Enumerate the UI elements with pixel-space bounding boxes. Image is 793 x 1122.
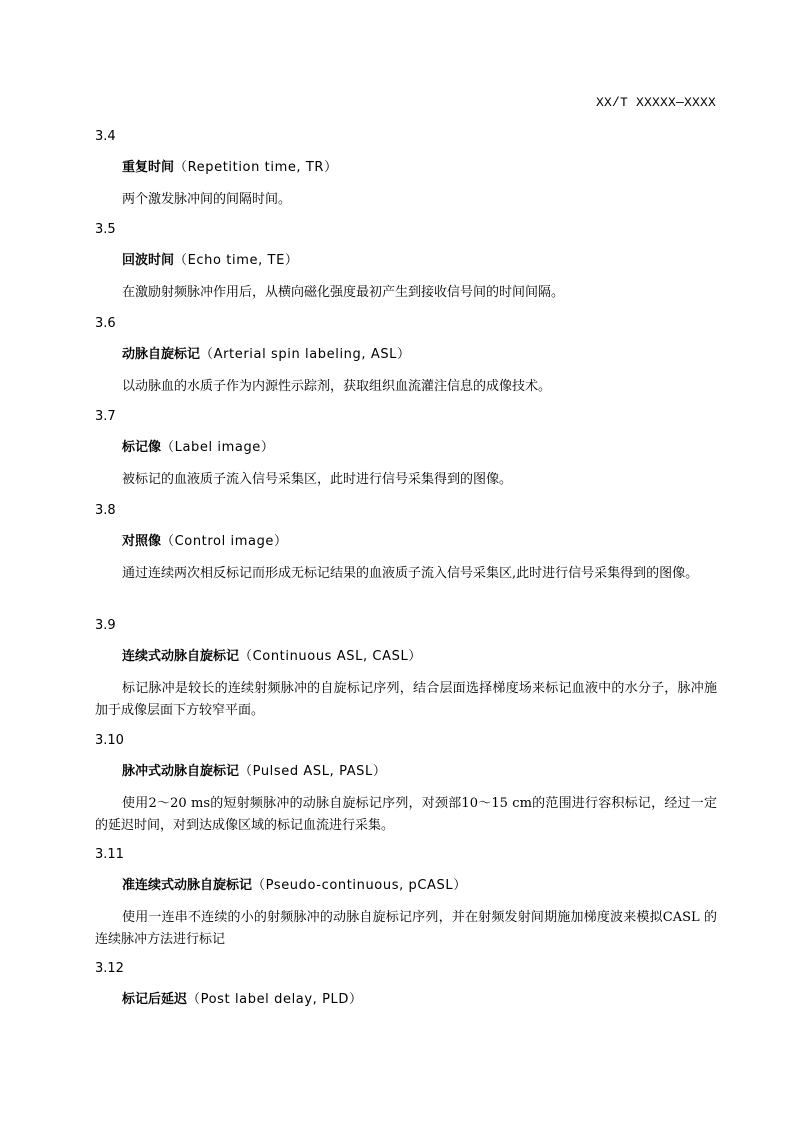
term-title-en: （Echo time, TE）: [174, 253, 299, 268]
term-number: 3.9: [95, 618, 116, 633]
term-definition: 在激励射频脉冲作用后，从横向磁化强度最初产生到接收信号间的时间间隔。: [122, 285, 565, 300]
term-number: 3.8: [95, 503, 116, 518]
term-title: [95, 762, 717, 782]
term-title: [95, 345, 717, 365]
term-definition: 被标记的血液质子流入信号采集区，此时进行信号采集得到的图像。: [122, 472, 513, 487]
term-entry: [95, 220, 717, 304]
term-title: [95, 647, 717, 667]
term-number: 3.4: [95, 129, 116, 144]
term-definition: 两个激发脉冲间的间隔时间。: [122, 192, 292, 207]
term-entry: [95, 407, 717, 491]
term-title-cn: 连续式动脉自旋标记: [122, 649, 240, 664]
term-title-en: （Pseudo-continuous, pCASL）: [252, 878, 467, 893]
term-definition: 使用2～20 ms的短射频脉冲的动脉自旋标记序列，对颈部10～15 cm的范围进行容积标记，经过一定的延迟时间，对到达成像区域的标记血流进行采集。: [95, 796, 717, 833]
term-title-cn: 对照像: [122, 534, 162, 549]
document-code: XX/T XXXXX—XXXX: [595, 95, 716, 110]
term-title: [95, 251, 717, 271]
term-title-en: （Post label delay, PLD）: [187, 992, 363, 1007]
term-entry: [95, 314, 717, 398]
term-definition: 以动脉血的水质子作为内源性示踪剂，获取组织血流灌注信息的成像技术。: [122, 379, 552, 394]
term-title-cn: 准连续式动脉自旋标记: [122, 878, 253, 893]
term-title: [95, 990, 717, 1010]
term-title: [95, 532, 717, 552]
term-title-cn: 标记后延迟: [122, 992, 188, 1007]
term-number: 3.12: [95, 961, 124, 976]
term-entry: [95, 731, 717, 837]
term-title-en: （Label image）: [161, 440, 275, 455]
term-entry: [95, 501, 717, 585]
term-definition: 通过连续两次相反标记而形成无标记结果的血液质子流入信号采集区,此时进行信号采集得到的图像。: [122, 566, 699, 581]
term-entry: [95, 959, 717, 1010]
term-title-en: （Control image）: [161, 534, 288, 549]
term-title-cn: 脉冲式动脉自旋标记: [122, 764, 240, 779]
term-title: [95, 876, 717, 896]
term-title-cn: 动脉自旋标记: [122, 347, 201, 362]
term-title: [95, 158, 717, 178]
term-number: 3.6: [95, 316, 116, 331]
term-title-cn: 回波时间: [122, 253, 175, 268]
term-title-en: （Repetition time, TR）: [174, 160, 338, 175]
term-entry: [95, 616, 717, 722]
term-title: [95, 438, 717, 458]
term-number: 3.7: [95, 409, 116, 424]
term-entry: [95, 845, 717, 951]
term-title-en: （Pulsed ASL, PASL）: [239, 764, 387, 779]
term-number: 3.11: [95, 847, 124, 862]
term-definition: 标记脉冲是较长的连续射频脉冲的自旋标记序列，结合层面选择梯度场来标记血液中的水分子，脉冲施加于成像层面下方较窄平面。: [95, 681, 717, 718]
term-entry: [95, 127, 717, 211]
term-number: 3.10: [95, 733, 124, 748]
term-title-en: （Arterial spin labeling, ASL）: [200, 347, 411, 362]
term-definition: 使用一连串不连续的小的射频脉冲的动脉自旋标记序列，并在射频发射间期施加梯度波来模拟CASL 的连续脉冲方法进行标记: [95, 910, 717, 947]
term-title-cn: 重复时间: [122, 160, 175, 175]
term-title-cn: 标记像: [122, 440, 162, 455]
term-number: 3.5: [95, 222, 116, 237]
term-title-en: （Continuous ASL, CASL）: [239, 649, 422, 664]
